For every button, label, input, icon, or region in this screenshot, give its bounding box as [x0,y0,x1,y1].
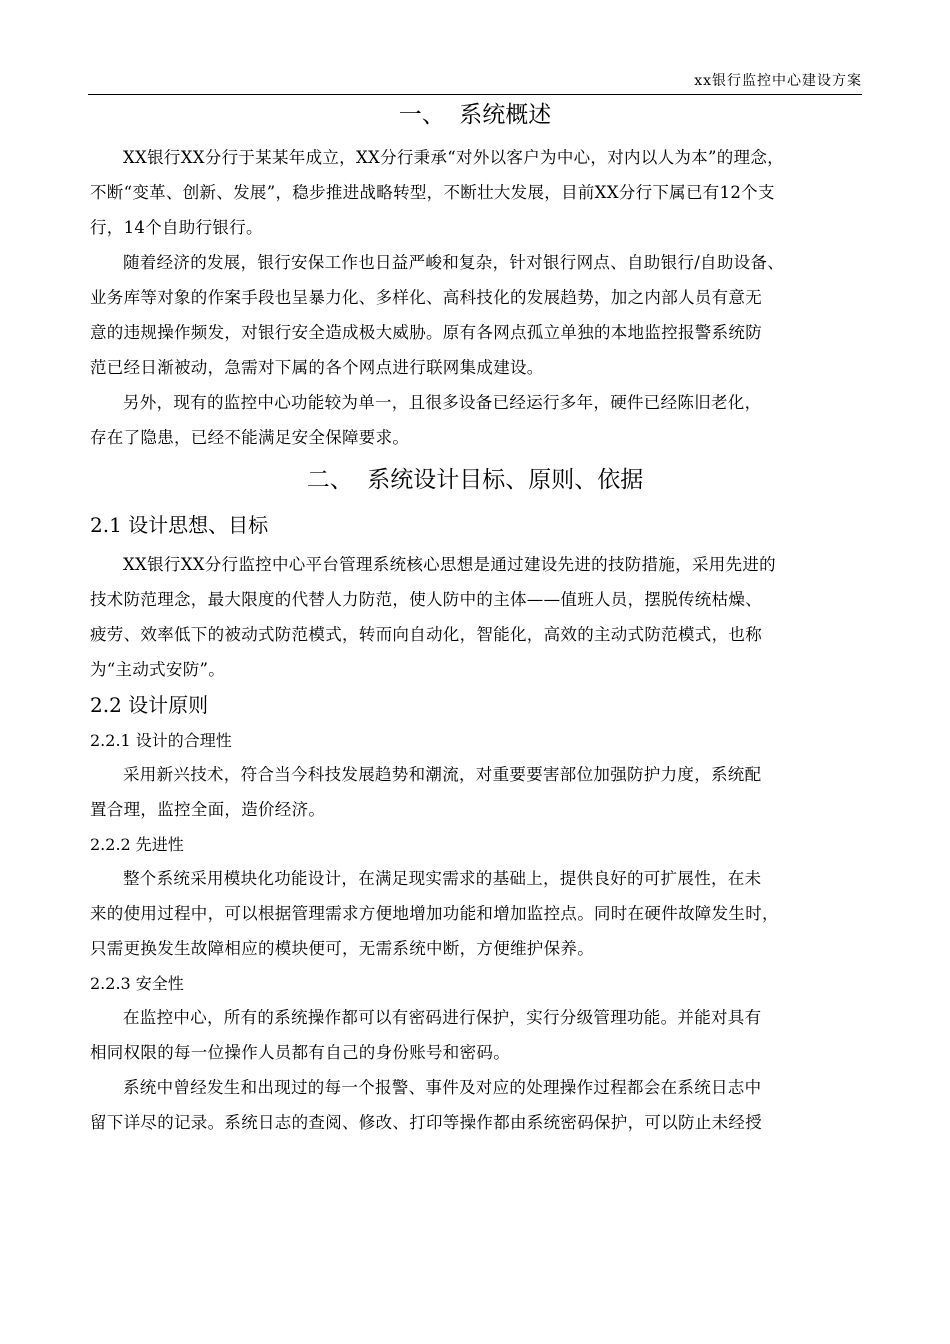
text-line: 系统中曾经发生和出现过的每一个报警、事件及对应的处理操作过程都会在系统日志中 [123,1078,762,1097]
text-line: XX银行XX分行于某某年成立，XX分行秉承“对外以客户为中心，对内以人为本”的理念， [123,148,784,167]
text-line: 为“主动式安防”。 [90,660,226,679]
text-line: 行，14个自助行银行。 [90,218,263,237]
text-line: 只需更换发生故障相应的模块便可，无需系统中断，方便维护保养。 [90,939,594,958]
item-2-2-3-paragraph-2 [90,1070,860,1140]
subsection-2-1-title: 2.1 设计思想、目标 [90,513,269,537]
section-2-title: 二、 系统设计目标、原则、依据 [306,467,644,493]
text-line: 在监控中心，所有的系统操作都可以有密码进行保护，实行分级管理功能。并能对具有 [123,1008,762,1027]
text-line: 留下详尽的记录。系统日志的查阅、修改、打印等操作都由系统密码保护，可以防止未经授 [90,1113,762,1132]
item-2-2-2-title: 2.2.2 先进性 [90,835,184,854]
section-1-paragraph-2 [90,245,860,385]
subsection-2-2-title: 2.2 设计原则 [90,693,209,717]
text-line: 业务库等对象的作案手段也呈暴力化、多样化、高科技化的发展趋势，加之内部人员有意无 [90,288,762,307]
text-line: 疲劳、效率低下的被动式防范模式，转而向自动化，智能化，高效的主动式防范模式，也称 [90,625,762,644]
text-line: 存在了隐患，已经不能满足安全保障要求。 [90,428,410,447]
text-line: 整个系统采用模块化功能设计，在满足现实需求的基础上，提供良好的可扩展性，在未 [123,869,762,888]
text-line: 来的使用过程中，可以根据管理需求方便地增加功能和增加监控点。同时在硬件故障发生时， [90,904,779,923]
item-2-2-1-paragraph [90,757,860,827]
text-line: 范已经日渐被动，急需对下属的各个网点进行联网集成建设。 [90,358,544,377]
item-2-2-2-paragraph [90,861,860,966]
document-body [90,95,860,1140]
section-1-paragraph-3 [90,385,860,455]
text-line: 相同权限的每一位操作人员都有自己的身份账号和密码。 [90,1043,510,1062]
section-1-title: 一、 系统概述 [398,102,552,128]
text-line: 采用新兴技术，符合当今科技发展趋势和潮流，对重要要害部位加强防护力度，系统配 [123,765,762,784]
text-line: 另外，现有的监控中心功能较为单一，且很多设备已经运行多年，硬件已经陈旧老化， [123,393,762,412]
text-line: 随着经济的发展，银行安保工作也日益严峻和复杂，针对银行网点、自助银行/自助设备、 [123,253,785,272]
header-title: xx银行监控中心建设方案 [694,73,862,89]
text-line: 技术防范理念，最大限度的代替人力防范，使人防中的主体——值班人员，摆脱传统枯燥、 [90,590,762,609]
item-2-2-3-title: 2.2.3 安全性 [90,974,184,993]
text-line: XX银行XX分行监控中心平台管理系统核心思想是通过建设先进的技防措施，采用先进的 [123,555,776,574]
item-2-2-3-paragraph-1 [90,1000,860,1070]
text-line: 意的违规操作频发，对银行安全造成极大威胁。原有各网点孤立单独的本地监控报警系统防 [90,323,762,342]
section-1-paragraph-1 [90,140,860,245]
text-line: 不断“变革、创新、发展”，稳步推进战略转型，不断壮大发展，目前XX分行下属已有12个支 [90,183,775,202]
page-header [88,70,862,95]
subsection-2-1-paragraph [90,547,860,687]
item-2-2-1-title: 2.2.1 设计的合理性 [90,731,232,750]
text-line: 置合理，监控全面，造价经济。 [90,800,326,819]
